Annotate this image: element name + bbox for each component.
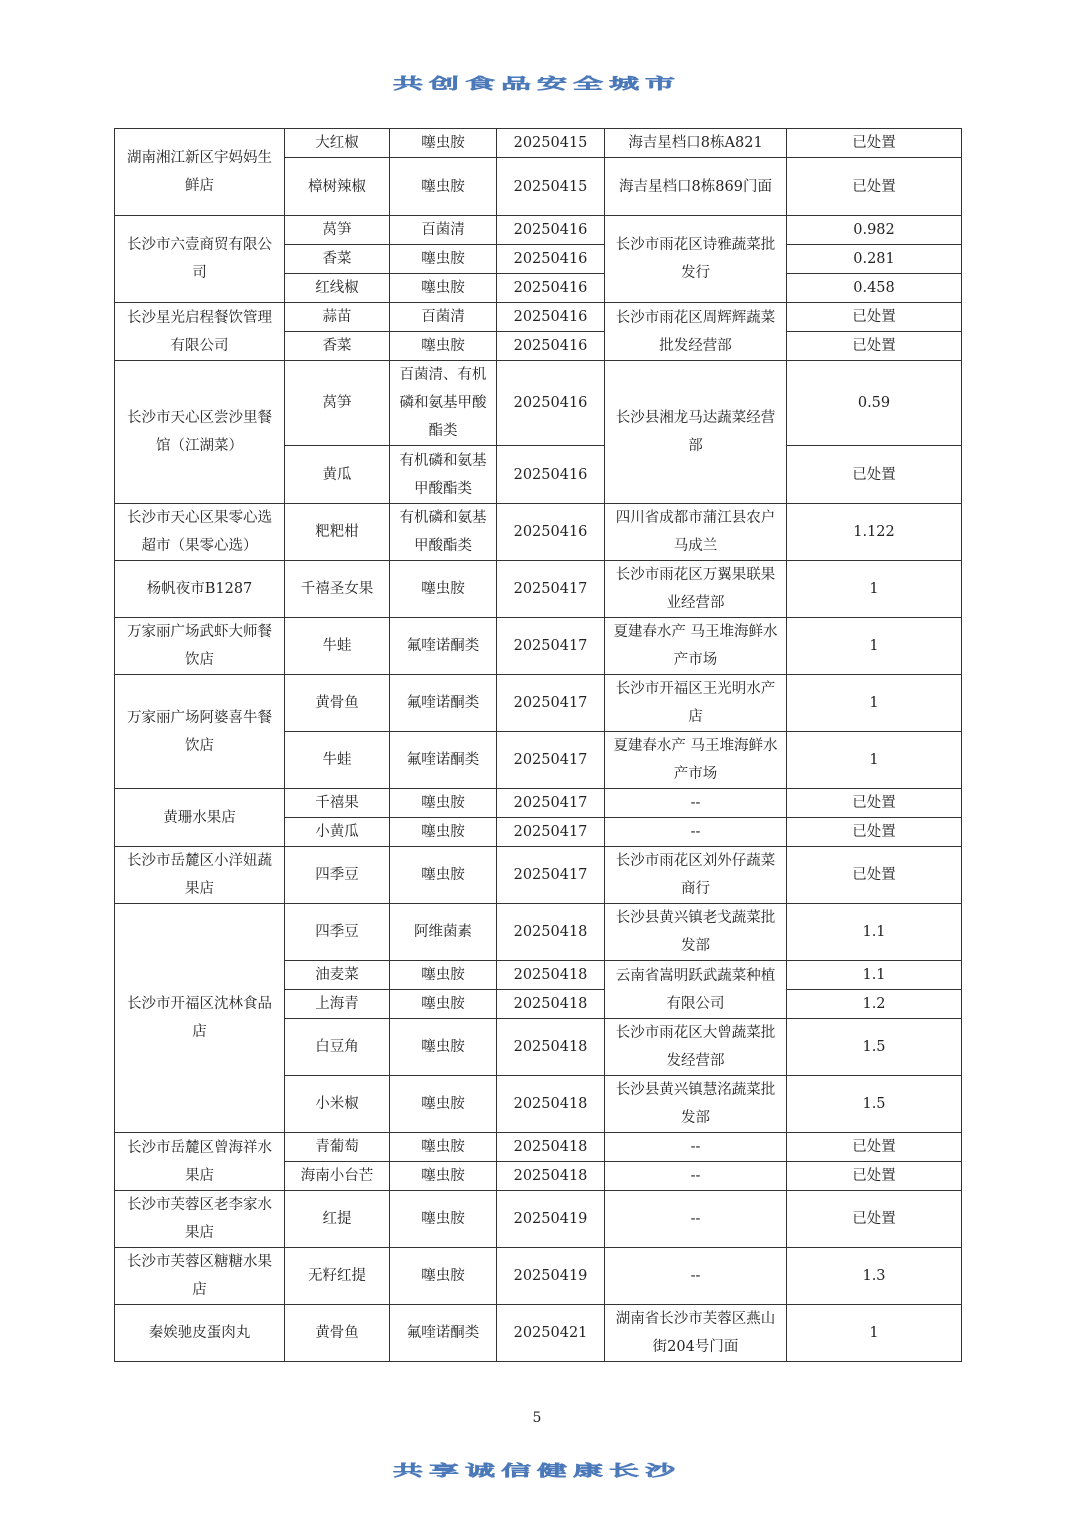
item-cell: 百菌清 [390, 303, 497, 332]
date-cell: 20250418 [497, 904, 605, 961]
table-row [115, 1305, 962, 1362]
product-cell: 上海青 [285, 990, 390, 1019]
date-cell: 20250416 [497, 332, 605, 361]
result-cell: 已处置 [787, 332, 962, 361]
product-cell: 香菜 [285, 245, 390, 274]
product-cell: 莴笋 [285, 361, 390, 446]
result-cell: 0.281 [787, 245, 962, 274]
result-cell: 1.1 [787, 904, 962, 961]
supplier-cell: 长沙市雨花区万翼果联果业经营部 [605, 561, 787, 618]
supplier-cell: 云南省嵩明跃武蔬菜种植有限公司 [605, 961, 787, 1019]
product-cell: 千禧圣女果 [285, 561, 390, 618]
result-cell: 0.59 [787, 361, 962, 446]
result-cell: 1.2 [787, 990, 962, 1019]
item-cell: 百菌清 [390, 216, 497, 245]
table-row [115, 675, 962, 732]
item-cell: 噻虫胺 [390, 1133, 497, 1162]
supplier-cell: 长沙市雨花区周辉辉蔬菜批发经营部 [605, 303, 787, 361]
supplier-cell: -- [605, 1248, 787, 1305]
item-cell: 阿维菌素 [390, 904, 497, 961]
date-cell: 20250416 [497, 446, 605, 504]
date-cell: 20250417 [497, 789, 605, 818]
product-cell: 牛蛙 [285, 732, 390, 789]
result-cell: 1.1 [787, 961, 962, 990]
table-row [115, 1191, 962, 1248]
date-cell: 20250417 [497, 675, 605, 732]
header-slogan: 共创食品安全城市 [393, 75, 681, 93]
date-cell: 20250417 [497, 847, 605, 904]
item-cell: 噻虫胺 [390, 1162, 497, 1191]
supplier-cell: 长沙市雨花区刘外仔蔬菜商行 [605, 847, 787, 904]
item-cell: 噻虫胺 [390, 332, 497, 361]
result-cell: 1.5 [787, 1076, 962, 1133]
result-cell: 已处置 [787, 818, 962, 847]
result-cell: 已处置 [787, 158, 962, 216]
date-cell: 20250416 [497, 274, 605, 303]
table-row [115, 303, 962, 332]
product-cell: 红提 [285, 1191, 390, 1248]
supplier-cell: 长沙市雨花区诗雅蔬菜批发行 [605, 216, 787, 303]
product-cell: 红线椒 [285, 274, 390, 303]
unit-cell: 秦娭驰皮蛋肉丸 [115, 1305, 285, 1362]
product-cell: 大红椒 [285, 129, 390, 158]
table-row [115, 1248, 962, 1305]
unit-cell: 杨帆夜市B1287 [115, 561, 285, 618]
unit-cell: 万家丽广场武虾大师餐饮店 [115, 618, 285, 675]
date-cell: 20250418 [497, 1162, 605, 1191]
result-cell: 1 [787, 561, 962, 618]
unit-cell: 长沙市六壹商贸有限公司 [115, 216, 285, 303]
table-row [115, 216, 962, 245]
date-cell: 20250419 [497, 1248, 605, 1305]
product-cell: 千禧果 [285, 789, 390, 818]
item-cell: 噻虫胺 [390, 1248, 497, 1305]
table-row [115, 361, 962, 446]
item-cell: 氟喹诺酮类 [390, 675, 497, 732]
table-row [115, 618, 962, 675]
page-number: 5 [532, 1410, 542, 1426]
item-cell: 噻虫胺 [390, 990, 497, 1019]
footer-slogan: 共享诚信健康长沙 [393, 1462, 681, 1480]
product-cell: 黄瓜 [285, 446, 390, 504]
result-cell: 已处置 [787, 303, 962, 332]
product-cell: 青葡萄 [285, 1133, 390, 1162]
result-cell: 1 [787, 675, 962, 732]
result-cell: 已处置 [787, 789, 962, 818]
product-cell: 莴笋 [285, 216, 390, 245]
result-cell: 1 [787, 732, 962, 789]
result-cell: 1.5 [787, 1019, 962, 1076]
supplier-cell: -- [605, 789, 787, 818]
item-cell: 噻虫胺 [390, 818, 497, 847]
date-cell: 20250419 [497, 1191, 605, 1248]
item-cell: 噻虫胺 [390, 274, 497, 303]
supplier-cell: 长沙市开福区王光明水产店 [605, 675, 787, 732]
supplier-cell: 海吉星档口8栋869门面 [605, 158, 787, 216]
item-cell: 氟喹诺酮类 [390, 1305, 497, 1362]
item-cell: 噻虫胺 [390, 961, 497, 990]
table-row [115, 561, 962, 618]
product-cell: 樟树辣椒 [285, 158, 390, 216]
date-cell: 20250418 [497, 1133, 605, 1162]
item-cell: 噻虫胺 [390, 158, 497, 216]
date-cell: 20250416 [497, 303, 605, 332]
date-cell: 20250415 [497, 129, 605, 158]
result-cell: 已处置 [787, 1191, 962, 1248]
table-row [115, 847, 962, 904]
item-cell: 百菌清、有机磷和氨基甲酸酯类 [390, 361, 497, 446]
date-cell: 20250416 [497, 504, 605, 561]
supplier-cell: 夏建春水产 马王堆海鲜水产市场 [605, 618, 787, 675]
product-cell: 小黄瓜 [285, 818, 390, 847]
supplier-cell: 海吉星档口8栋A821 [605, 129, 787, 158]
supplier-cell: 夏建春水产 马王堆海鲜水产市场 [605, 732, 787, 789]
result-cell: 已处置 [787, 1162, 962, 1191]
product-cell: 油麦菜 [285, 961, 390, 990]
unit-cell: 长沙市芙蓉区糖糖水果店 [115, 1248, 285, 1305]
supplier-cell: -- [605, 818, 787, 847]
date-cell: 20250416 [497, 216, 605, 245]
result-cell: 已处置 [787, 847, 962, 904]
item-cell: 噻虫胺 [390, 129, 497, 158]
result-cell: 1.3 [787, 1248, 962, 1305]
table-row [115, 1133, 962, 1162]
result-cell: 1 [787, 618, 962, 675]
item-cell: 噻虫胺 [390, 789, 497, 818]
date-cell: 20250418 [497, 1019, 605, 1076]
supplier-cell: -- [605, 1133, 787, 1162]
supplier-cell: 长沙市雨花区大曾蔬菜批发经营部 [605, 1019, 787, 1076]
supplier-cell: 四川省成都市蒲江县农户马成兰 [605, 504, 787, 561]
item-cell: 有机磷和氨基甲酸酯类 [390, 504, 497, 561]
date-cell: 20250421 [497, 1305, 605, 1362]
item-cell: 有机磷和氨基甲酸酯类 [390, 446, 497, 504]
result-cell: 0.458 [787, 274, 962, 303]
date-cell: 20250417 [497, 561, 605, 618]
unit-cell: 长沙星光启程餐饮管理有限公司 [115, 303, 285, 361]
item-cell: 噻虫胺 [390, 1191, 497, 1248]
result-cell: 1.122 [787, 504, 962, 561]
date-cell: 20250417 [497, 818, 605, 847]
unit-cell: 长沙市天心区果零心选超市（果零心选） [115, 504, 285, 561]
supplier-cell: 长沙县湘龙马达蔬菜经营部 [605, 361, 787, 504]
date-cell: 20250418 [497, 1076, 605, 1133]
result-cell: 已处置 [787, 1133, 962, 1162]
date-cell: 20250416 [497, 361, 605, 446]
supplier-cell: 湖南省长沙市芙蓉区燕山街204号门面 [605, 1305, 787, 1362]
supplier-cell: 长沙县黄兴镇老戈蔬菜批发部 [605, 904, 787, 961]
unit-cell: 长沙市岳麓区曾海祥水果店 [115, 1133, 285, 1191]
date-cell: 20250418 [497, 961, 605, 990]
table-row [115, 789, 962, 818]
supplier-cell: -- [605, 1162, 787, 1191]
product-cell: 黄骨鱼 [285, 1305, 390, 1362]
item-cell: 噻虫胺 [390, 847, 497, 904]
unit-cell: 湖南湘江新区宇妈妈生鲜店 [115, 129, 285, 216]
product-cell: 小米椒 [285, 1076, 390, 1133]
product-cell: 牛蛙 [285, 618, 390, 675]
item-cell: 噻虫胺 [390, 561, 497, 618]
table-row [115, 504, 962, 561]
supplier-cell: -- [605, 1191, 787, 1248]
result-cell: 已处置 [787, 129, 962, 158]
date-cell: 20250417 [497, 618, 605, 675]
item-cell: 氟喹诺酮类 [390, 732, 497, 789]
unit-cell: 长沙市芙蓉区老李家水果店 [115, 1191, 285, 1248]
date-cell: 20250415 [497, 158, 605, 216]
product-cell: 粑粑柑 [285, 504, 390, 561]
unit-cell: 长沙市岳麓区小洋妞蔬果店 [115, 847, 285, 904]
result-cell: 0.982 [787, 216, 962, 245]
supplier-cell: 长沙县黄兴镇慧洺蔬菜批发部 [605, 1076, 787, 1133]
product-cell: 四季豆 [285, 904, 390, 961]
product-cell: 海南小台芒 [285, 1162, 390, 1191]
table-row [115, 904, 962, 961]
result-cell: 1 [787, 1305, 962, 1362]
item-cell: 噻虫胺 [390, 245, 497, 274]
item-cell: 噻虫胺 [390, 1076, 497, 1133]
result-cell: 已处置 [787, 446, 962, 504]
unit-cell: 长沙市开福区沈林食品店 [115, 904, 285, 1133]
inspection-table [114, 128, 962, 1362]
product-cell: 黄骨鱼 [285, 675, 390, 732]
item-cell: 氟喹诺酮类 [390, 618, 497, 675]
product-cell: 蒜苗 [285, 303, 390, 332]
item-cell: 噻虫胺 [390, 1019, 497, 1076]
product-cell: 无籽红提 [285, 1248, 390, 1305]
product-cell: 四季豆 [285, 847, 390, 904]
unit-cell: 黄珊水果店 [115, 789, 285, 847]
date-cell: 20250417 [497, 732, 605, 789]
unit-cell: 万家丽广场阿婆喜牛餐饮店 [115, 675, 285, 789]
date-cell: 20250416 [497, 245, 605, 274]
unit-cell: 长沙市天心区尝沙里餐馆（江湖菜） [115, 361, 285, 504]
table-row [115, 129, 962, 158]
date-cell: 20250418 [497, 990, 605, 1019]
product-cell: 香菜 [285, 332, 390, 361]
product-cell: 白豆角 [285, 1019, 390, 1076]
